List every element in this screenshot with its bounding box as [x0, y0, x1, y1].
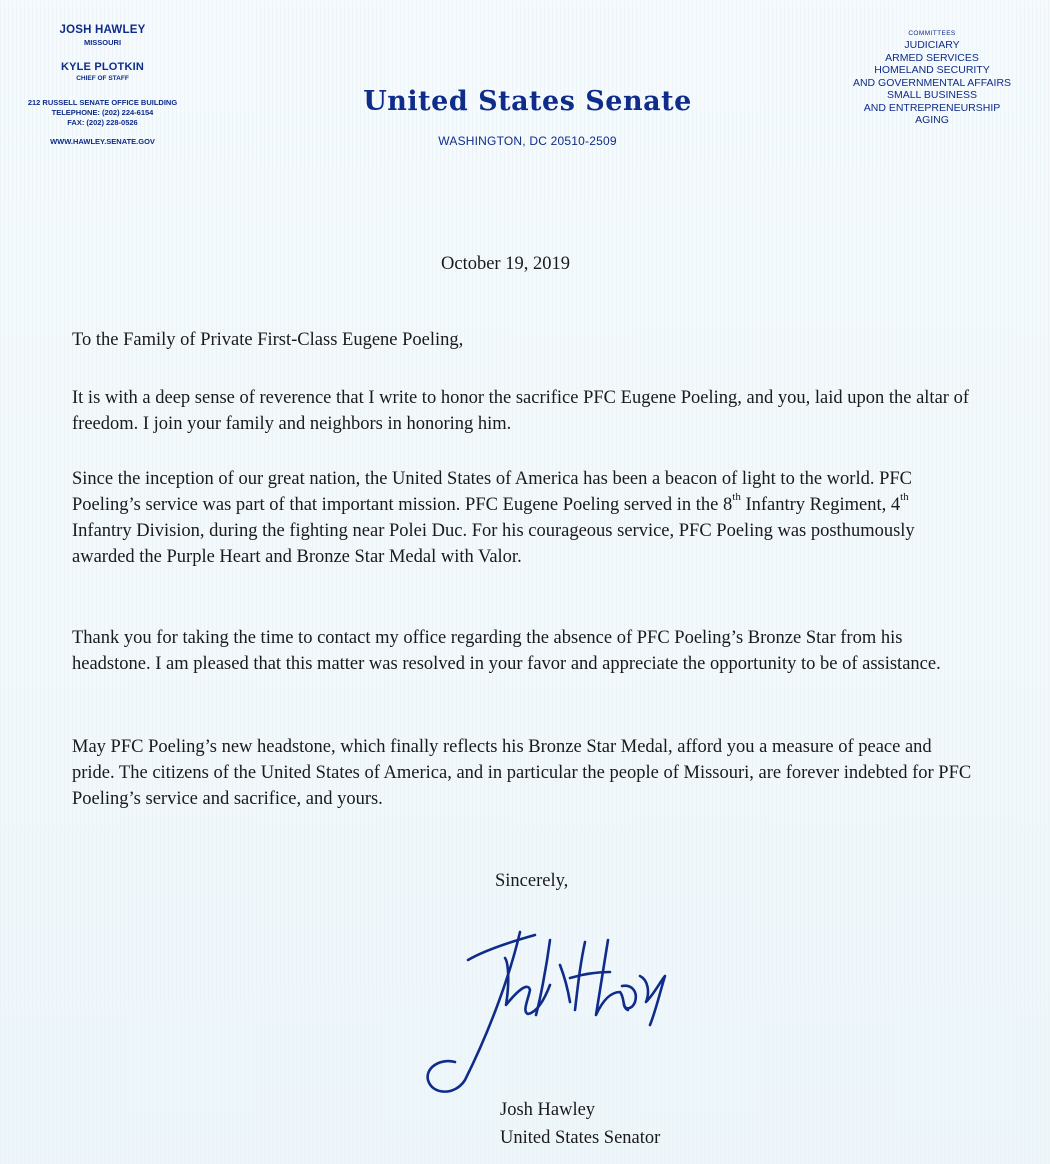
letterhead-title: United States Senate — [363, 86, 692, 117]
signer-title: United States Senator — [500, 1128, 661, 1148]
chief-of-staff-name: KYLE PLOTKIN — [60, 61, 145, 73]
committee-item: JUDICIARY — [904, 39, 960, 51]
letterhead-address: WASHINGTON, DC 20510-2509 — [438, 134, 617, 148]
handwritten-signature — [410, 920, 670, 1100]
committees-block — [832, 30, 1032, 128]
senator-name: JOSH HAWLEY — [59, 24, 146, 36]
office-address: 212 RUSSELL SENATE OFFICE BUILDING — [27, 98, 178, 107]
paragraph-1: It is with a deep sense of reverence that I write to honor the sacrifice PFC Eugene Poeling, and you, laid upon the altar of freedom. I join your family and neighbors in honoring him. — [72, 388, 969, 434]
ordinal-suffix: th — [732, 490, 741, 503]
paragraph-3: Thank you for taking the time to contact my office regarding the absence of PFC Poeling’s Bronze Star from his headstone. I am pleased that this matter was resolved in your favor and appreciate the opportunity to be of assistance. — [72, 628, 941, 674]
chief-of-staff-title: CHIEF OF STAFF — [76, 75, 129, 82]
salutation: To the Family of Private First-Class Eugene Poeling, — [72, 330, 464, 350]
committee-item: AND GOVERNMENTAL AFFAIRS — [852, 76, 1012, 89]
committee-item: AGING — [915, 114, 949, 126]
ordinal-suffix: th — [900, 490, 909, 503]
paragraph-4: May PFC Poeling’s new headstone, which finally reflects his Bronze Star Medal, afford you a measure of peace and pride. The citizens of the United States of America, and in particular the people of Missouri, are forever indebted for PFC Poeling’s service and sacrifice, and yours. — [72, 737, 972, 809]
closing: Sincerely, — [495, 871, 569, 891]
paragraph-2-text: Infantry Regiment, 4 — [740, 495, 901, 515]
committee-item: AND ENTREPRENEURSHIP — [863, 101, 1001, 114]
paragraph-2-text: Since the inception of our great nation, the United States of America has been a beacon of light to the world. PFC Poeling’s service was part of that important mission. PFC Eugene Poeling served in the 8 — [72, 469, 912, 515]
office-website: WWW.HAWLEY.SENATE.GOV — [50, 137, 155, 146]
committee-item: ARMED SERVICES — [885, 51, 979, 64]
letter-date: October 19, 2019 — [441, 254, 570, 274]
office-fax: FAX: (202) 228-0526 — [67, 118, 138, 127]
senator-state: MISSOURI — [83, 38, 122, 47]
office-telephone: TELEPHONE: (202) 224-6154 — [51, 108, 154, 117]
signer-name: Josh Hawley — [500, 1100, 596, 1120]
paragraph-2-text: Infantry Division, during the fighting near Polei Duc. For his courageous service, PFC Poeling was posthumously awarded the Purple Heart and Bronze Star Medal with Valor. — [72, 521, 915, 567]
committees-heading: COMMITTEES — [908, 30, 956, 37]
paragraph-2 — [72, 466, 972, 570]
letterhead-left-block — [0, 24, 205, 147]
committee-item: SMALL BUSINESS — [886, 89, 978, 101]
committee-item: HOMELAND SECURITY — [874, 64, 990, 76]
